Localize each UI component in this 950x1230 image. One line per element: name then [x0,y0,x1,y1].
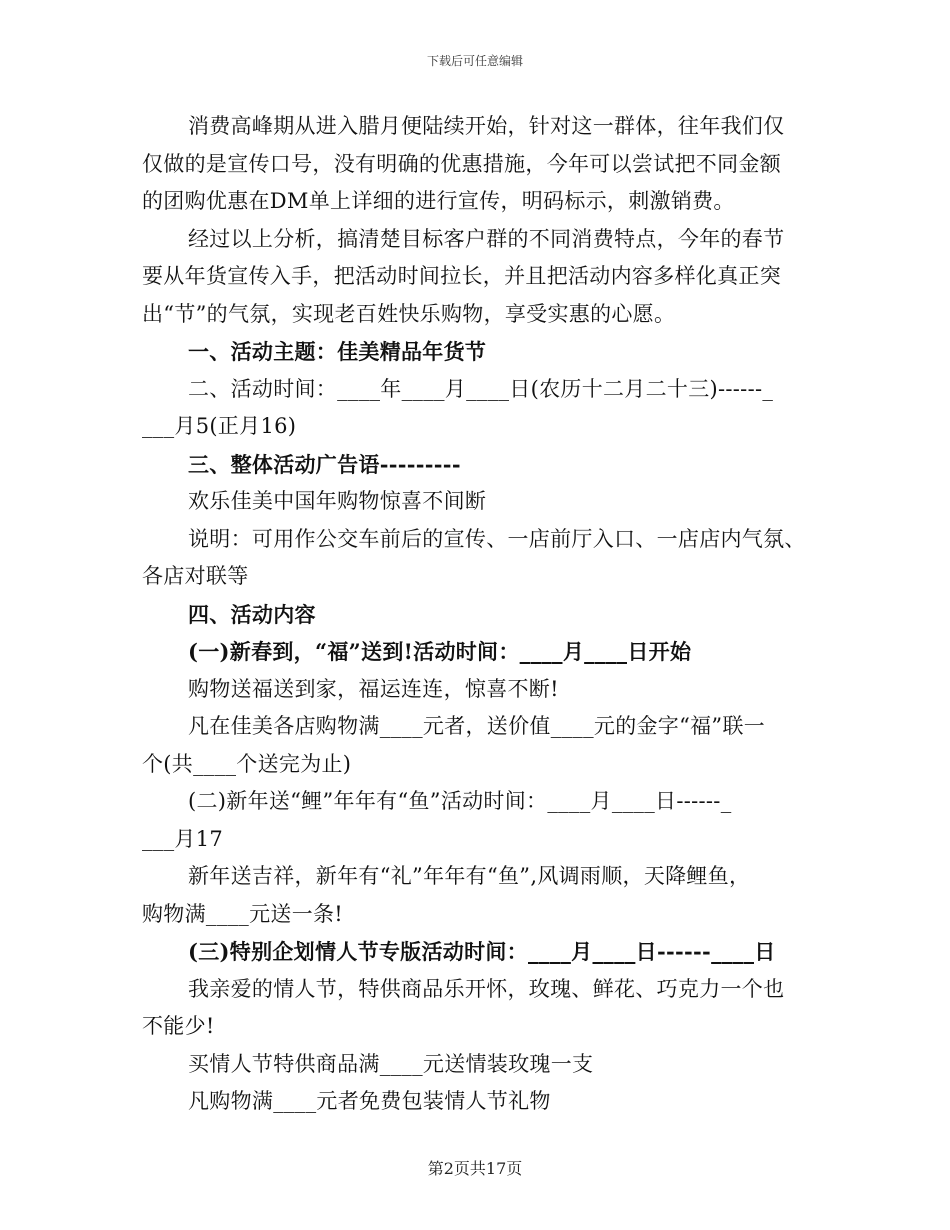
paragraph-line: 凡购物满____元者免费包装情人节礼物 [188,1089,551,1113]
paragraph-line: 个(共____个送完为止) [142,751,352,776]
paragraph-line: 买情人节特供商品满____元送情装玫瑰一支 [188,1051,594,1076]
paragraph-line: 购物送福送到家，福运连连，惊喜不断! [188,676,559,701]
paragraph-line: 各店对联等 [142,564,249,588]
section-heading: 四、活动内容 [188,601,316,627]
paragraph-line: 不能少! [142,1014,215,1038]
paragraph-line: 经过以上分析，搞清楚目标客户群的不同消费特点，今年的春节 [188,226,785,251]
paragraph-line: ___月5(正月16) [142,414,297,438]
paragraph-line: 购物满____元送一条! [142,901,344,926]
page-footer: 第2页共17页 [427,1159,523,1178]
paragraph-line: 我亲爱的情人节，特供商品乐开怀，玫瑰、鲜花、巧克力一个也 [188,976,785,1001]
paragraph-line: 二、活动时间：____年____月____日(农历十二月二十三)------_ [188,376,774,401]
section-heading: (三)特别企划情人节专版活动时间：____月____日------____日 [188,939,776,964]
paragraph-line: 消费高峰期从进入腊月便陆续开始，针对这一群体，往年我们仅 [188,114,785,138]
paragraph-line: 新年送吉祥，新年有“礼”年年有“鱼”,风调雨顺，天降鲤鱼， [188,864,751,888]
paragraph-line: 出“节”的气氛，实现老百姓快乐购物，享受实惠的心愿。 [142,301,676,326]
paragraph-line: 要从年货宣传入手，把活动时间拉长，并且把活动内容多样化真正突 [142,264,781,288]
paragraph-line: (二)新年送“鲤”年年有“鱼”活动时间：____月____日------_ [188,789,732,813]
paragraph-line: ___月17 [142,826,224,851]
section-heading: 一、活动主题：佳美精品年货节 [188,339,487,364]
section-heading: (一)新春到，“福”送到!活动时间：____月____日开始 [188,639,692,664]
section-heading: 三、整体活动广告语--------- [188,451,461,477]
page-header: 下载后可任意编辑 [426,54,523,68]
paragraph-line: 的团购优惠在DM单上详细的进行宣传，明码标示，刺激销费。 [142,189,735,213]
document-body [142,108,810,1121]
paragraph-line: 凡在佳美各店购物满____元者，送价值____元的金字“福”联一 [188,714,766,738]
paragraph-line: 欢乐佳美中国年购物惊喜不间断 [188,489,487,513]
paragraph-line: 仅做的是宣传口号，没有明确的优惠措施，今年可以尝试把不同金额 [142,151,781,176]
paragraph-line: 说明：可用作公交车前后的宣传、一店前厅入口、一店店内气氛、 [188,526,806,551]
